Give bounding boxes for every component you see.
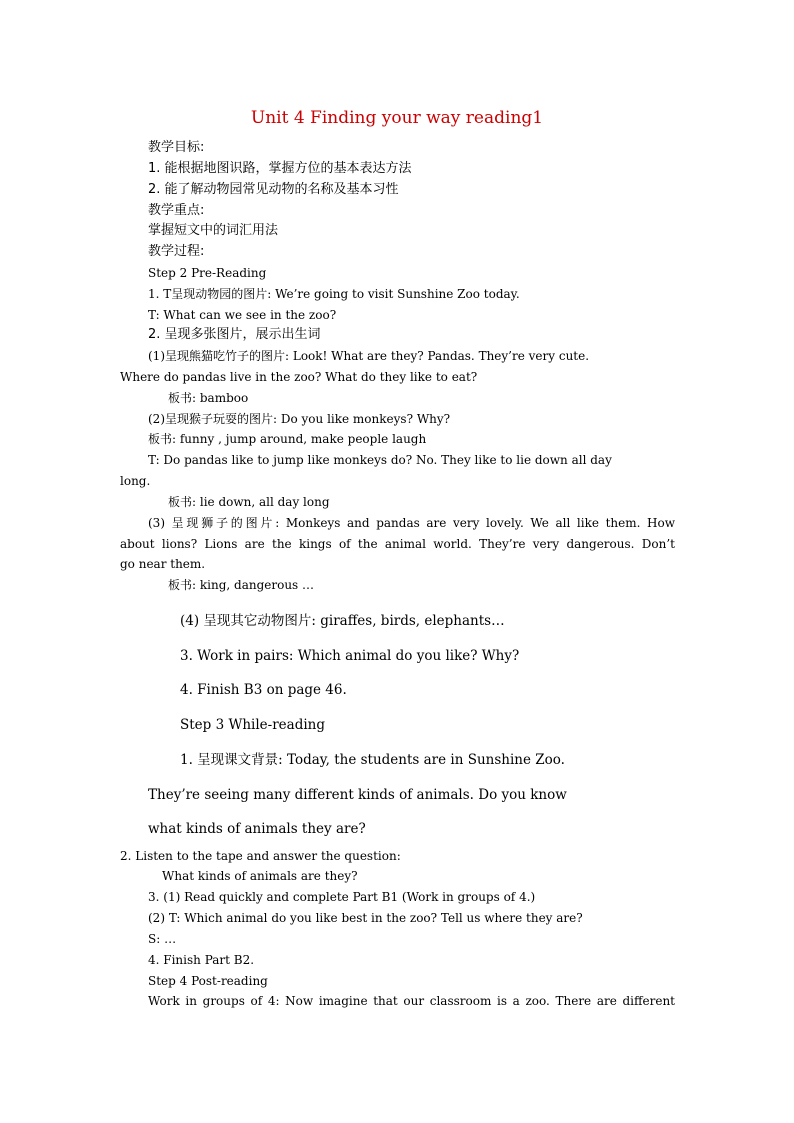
monkey-line: (2)呈现猴子玩耍的图片: Do you like monkeys? Why? [148, 412, 451, 426]
heading-process: 教学过程: [148, 244, 205, 259]
step-4-heading: Step 4 Post-reading [148, 974, 268, 988]
lion-line-1: (3) 呈现狮子的图片: Monkeys and pandas are very lovely. We all like them. How [148, 516, 675, 530]
objective-2: 2. 能了解动物园常见动物的名称及基本习性 [148, 182, 399, 197]
board-lie-down: 板书: lie down, all day long [168, 495, 330, 509]
board-funny: 板书: funny , jump around, make people laugh [148, 432, 427, 446]
step-2-question: T: What can we see in the zoo? [148, 308, 337, 322]
step-3-heading: Step 3 While-reading [180, 717, 326, 733]
step-3-item-3-sub: (2) T: Which animal do you like best in the zoo? Tell us where they are? [148, 911, 583, 925]
objective-1: 1. 能根据地图识路，掌握方位的基本表达方法 [148, 161, 412, 176]
step-3-item-2: 2. Listen to the tape and answer the question: [120, 849, 401, 863]
step-2-item-1: 1. T呈现动物园的图片: We’re going to visit Sunshine Zoo today. [148, 287, 520, 301]
panda-line-1: (1)呈现熊猫吃竹子的图片: Look! What are they? Pandas. They’re very cute. [148, 349, 590, 363]
key-point-1: 掌握短文中的词汇用法 [148, 223, 279, 238]
work-in-pairs-line: 3. Work in pairs: Which animal do you like? Why? [180, 648, 520, 664]
heading-objectives: 教学目标: [148, 140, 205, 155]
lion-line-2: about lions? Lions are the kings of the animal world. They’re very dangerous. Don’t [120, 537, 675, 551]
step-4-text: Work in groups of 4: Now imagine that our classroom is a zoo. There are different [148, 994, 675, 1008]
heading-key-points: 教学重点: [148, 203, 205, 218]
monkey-question-2: long. [120, 474, 151, 488]
monkey-question-1: T: Do pandas like to jump like monkeys do? No. They like to lie down all day [148, 453, 612, 467]
document-title: Unit 4 Finding your way reading1 [250, 108, 544, 128]
board-king: 板书: king, dangerous … [168, 578, 315, 592]
step-2-heading: Step 2 Pre-Reading [148, 266, 267, 280]
board-bamboo: 板书: bamboo [168, 391, 249, 405]
panda-line-2: Where do pandas live in the zoo? What do they like to eat? [120, 370, 478, 384]
step-3-item-2-question: What kinds of animals are they? [162, 869, 358, 883]
finish-b3-line: 4. Finish B3 on page 46. [180, 682, 347, 698]
step-3-item-4: 4. Finish Part B2. [148, 953, 255, 967]
other-animals-line: (4) 呈现其它动物图片: giraffes, birds, elephants… [180, 613, 505, 629]
lion-line-3: go near them. [120, 557, 206, 571]
student-answer: S: … [148, 932, 177, 946]
step-3-text-1: They’re seeing many different kinds of animals. Do you know [148, 787, 567, 803]
step-3-item-3: 3. (1) Read quickly and complete Part B1 (Work in groups of 4.) [148, 890, 536, 904]
step-3-item-1: 1. 呈现课文背景: Today, the students are in Sunshine Zoo. [180, 752, 565, 768]
step-2-item-2: 2. 呈现多张图片，展示出生词 [148, 327, 321, 342]
step-3-text-2: what kinds of animals they are? [148, 821, 366, 837]
